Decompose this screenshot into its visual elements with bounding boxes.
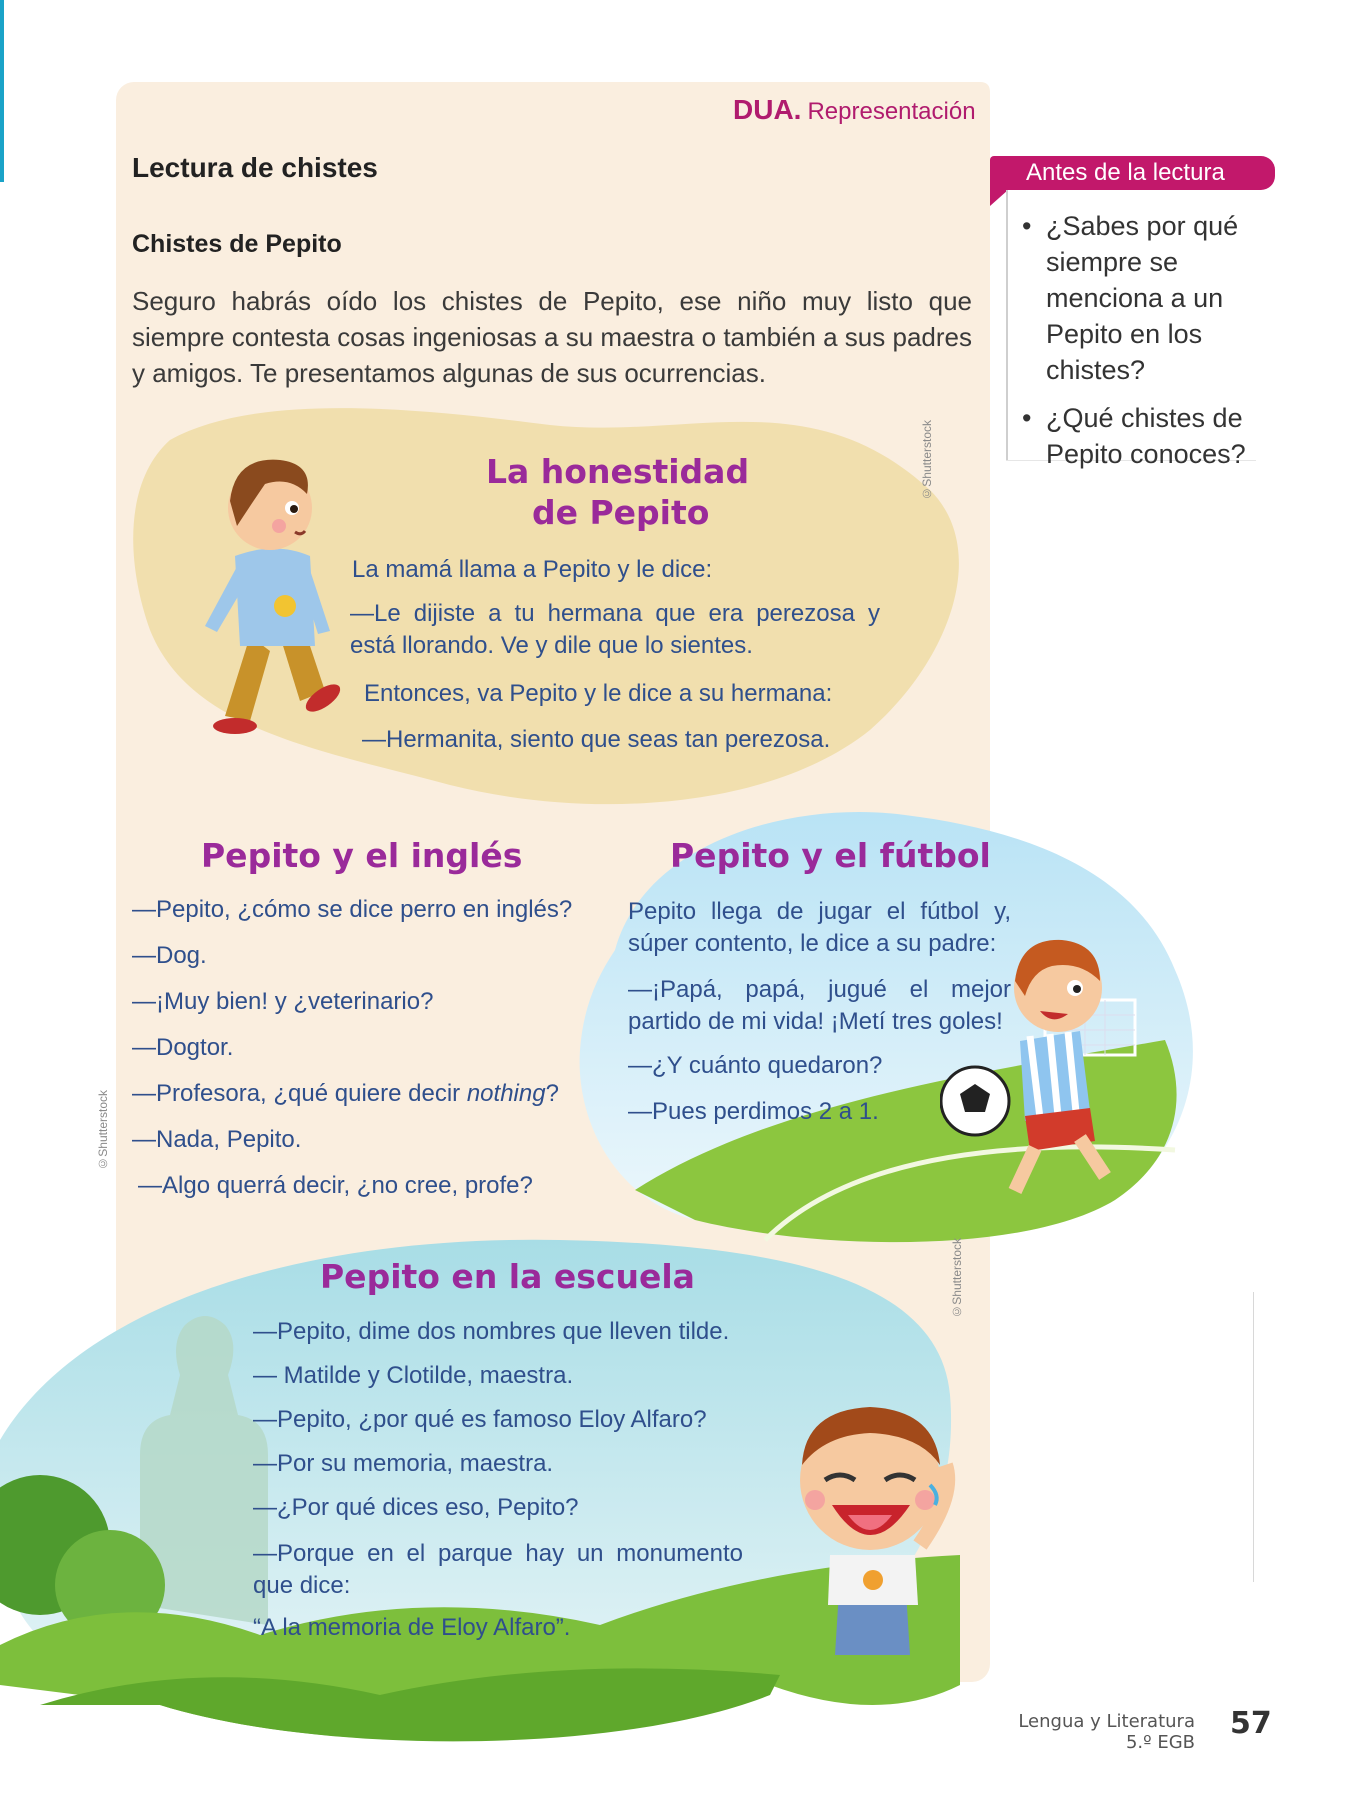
photo-credit: ©Shutterstock	[96, 1090, 110, 1171]
footer-grade: 5.º EGB	[1125, 1732, 1195, 1753]
margin-divider	[1253, 1292, 1254, 1582]
escuela-line-5: —¿Por qué dices eso, Pepito?	[253, 1494, 579, 1521]
photo-credit: ©Shutterstock	[950, 1238, 964, 1319]
escuela-line-4: —Por su memoria, maestra.	[253, 1450, 554, 1477]
escuela-line-1: —Pepito, dime dos nombres que lleven tilde.	[253, 1318, 730, 1345]
futbol-line-3: —¿Y cuánto quedaron?	[628, 1052, 883, 1079]
escuela-line-6: —Porque en el parque hay un monumento que dice:	[253, 1540, 743, 1599]
honestidad-title-1: La honestidad	[486, 452, 750, 491]
futbol-line-4: —Pues perdimos 2 a 1.	[628, 1098, 879, 1125]
ingles-line-6: —Nada, Pepito.	[132, 1126, 302, 1153]
sidebar-divider	[1006, 190, 1008, 460]
honestidad-title-2: de Pepito	[532, 493, 710, 532]
honestidad-line-3: Entonces, va Pepito y le dice a su hermana:	[364, 680, 833, 707]
escuela-line-3: —Pepito, ¿por qué es famoso Eloy Alfaro?	[253, 1406, 707, 1433]
honestidad-line-2: —Le dijiste a tu hermana que era perezosa y está llorando. Ve y dile que lo sientes.	[350, 600, 880, 659]
sidebar-question: • ¿Qué chistes de Pepito conoces?	[1022, 400, 1272, 472]
dua-label: DUA. Representación	[733, 94, 976, 125]
pepito-laughing-illustration	[770, 1395, 970, 1685]
futbol-line-1: Pepito llega de jugar el fútbol y, súper contento, le dice a su padre:	[628, 898, 1011, 957]
page-number: 57	[1230, 1706, 1272, 1741]
ingles-line-2: —Dog.	[132, 942, 207, 969]
photo-credit: ©Shutterstock	[920, 420, 934, 501]
ingles-title: Pepito y el inglés	[201, 836, 523, 875]
escuela-title: Pepito en la escuela	[320, 1257, 695, 1296]
honestidad-line-4: —Hermanita, siento que seas tan perezosa.	[362, 726, 831, 753]
ingles-line-7: —Algo querrá decir, ¿no cree, profe?	[138, 1172, 533, 1199]
footer-subject-name: Lengua y Literatura	[1018, 1711, 1195, 1732]
pepito-futbol-illustration	[940, 926, 1170, 1196]
ingles-line-1: —Pepito, ¿cómo se dice perro en inglés?	[132, 896, 573, 923]
ingles-line-5: —Profesora, ¿qué quiere decir nothing?	[132, 1080, 559, 1107]
escuela-line-2: — Matilde y Clotilde, maestra.	[253, 1362, 574, 1389]
edge-accent-bar	[0, 0, 4, 182]
futbol-line-2: —¡Papá, papá, jugué el mejor partido de mi vida! ¡Metí tres goles!	[628, 976, 1011, 1035]
sidebar-heading: Antes de la lectura	[990, 156, 1275, 190]
sidebar-question-list	[1022, 208, 1272, 484]
intro-paragraph: Seguro habrás oído los chistes de Pepito, ese niño muy listo que siempre contesta cosas ingeniosas a su maestra o también a sus padres y amigos. Te presentamos algunas de sus ocurrencias.	[132, 286, 972, 388]
sidebar-question: • ¿Sabes por qué siempre se menciona a un Pepito en los chistes?	[1022, 208, 1272, 388]
footer-subject	[1018, 1711, 1195, 1753]
section-heading: Lectura de chistes	[132, 152, 378, 183]
ingles-line-4: —Dogtor.	[132, 1034, 234, 1061]
escuela-line-7: “A la memoria de Eloy Alfaro”.	[253, 1614, 571, 1641]
honestidad-line-1: La mamá llama a Pepito y le dice:	[352, 556, 713, 583]
ingles-line-3: —¡Muy bien! y ¿veterinario?	[132, 988, 434, 1015]
futbol-title: Pepito y el fútbol	[670, 836, 991, 875]
pepito-walking-illustration	[195, 446, 350, 738]
section-subheading: Chistes de Pepito	[132, 230, 342, 258]
